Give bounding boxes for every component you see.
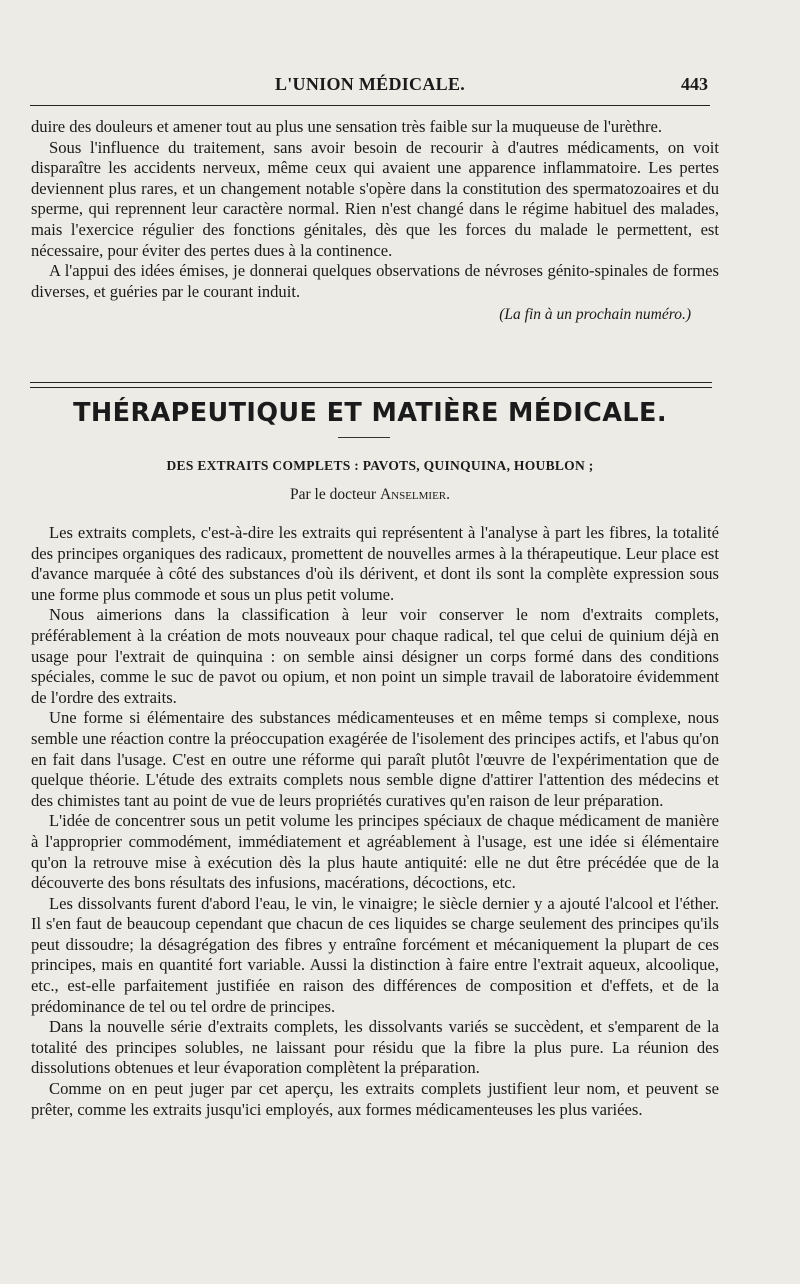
- paragraph: Dans la nouvelle série d'extraits complets, les dissolvants variés se succèdent, et s'emparent de la totalité des principes solubles, ne laissant pour résidu que la fibre la plus pure. La réunion des dissolutions obtenues et leur évaporation complètent la préparation.: [31, 1017, 719, 1078]
- byline-author: Anselmier.: [379, 486, 451, 503]
- running-title: L'UNION MÉDICALE.: [274, 74, 466, 94]
- page-number: 443: [681, 74, 708, 94]
- header-rule: [30, 105, 710, 106]
- byline: [0, 486, 740, 504]
- previous-article-ending: [31, 117, 719, 326]
- paragraph: Une forme si élémentaire des substances médicamenteuses et en même temps si complexe, nous semble une réaction contre la préoccupation exagérée de l'isolement des principes actifs, et l'abus qu'on en fait dans l'usage. C'est en outre une réforme qui paraît plutôt l'œuvre de l'expérimentation que de quelque théorie. L'étude des extraits complets nous semble digne d'attirer l'attention des médecins et des chimistes tant au point de vue de leurs propriétés curatives qu'en raison de leur préparation.: [31, 708, 719, 810]
- section-title: THÉRAPEUTIQUE ET MATIÈRE MÉDICALE.: [73, 398, 667, 428]
- paragraph: Nous aimerions dans la classification à leur voir conserver le nom d'extraits complets, préférablement à la création de mots nouveaux pour chaque radical, tel que celui de quinium déjà en usage pour l'extrait de quinquina : on semble ainsi désigner un corps formé dans des conditions spéciales, comme le suc de pavot ou opium, et non point un simple travail de laboratoire évidemment de l'ordre des extraits.: [31, 605, 719, 707]
- paragraph: A l'appui des idées émises, je donnerai quelques observations de névroses génito-spinales de formes diverses, et guéries par le courant induit.: [31, 261, 719, 301]
- article-body: [31, 523, 719, 1120]
- continuation-note: (La fin à un prochain numéro.): [499, 306, 691, 324]
- byline-prefix: Par le docteur: [289, 486, 377, 503]
- paragraph: Sous l'influence du traitement, sans avoir besoin de recourir à d'autres médicaments, on voit disparaître les accidents nerveux, même ceux qui avaient une apparence inflammatoire. Les pertes deviennent plus rares, et un changement notable s'opère dans la constitution des spermatozoaires et du sperme, qui reprennent leur caractère normal. Rien n'est changé dans le régime habituel des malades, mais l'exercice régulier des fonctions génitales, dès que les forces du malade le permettent, est nécessaire, pour éviter des pertes dues à la continence.: [31, 137, 719, 260]
- paragraph: Les extraits complets, c'est-à-dire les extraits qui représentent à l'analyse à part les fibres, la totalité des principes organiques des radicaux, promettent de nouvelles armes à la thérapeutique. Leur place est d'avance marquée à côté des substances d'où ils dérivent, et dont ils sont la complète expression sous une forme plus commode et sous un plus petit volume.: [31, 523, 719, 604]
- paragraph: duire des douleurs et amener tout au plus une sensation très faible sur la muqueuse de l'urèthre.: [31, 117, 663, 136]
- page-header: [30, 70, 710, 100]
- paragraph: Les dissolvants furent d'abord l'eau, le vin, le vinaigre; le siècle dernier y a ajouté l'alcool et l'éther. Il s'en faut de beaucoup cependant que chacun de ces liquides se charge seulement des principes qu'ils peut dissoudre; la désagrégation des fibres y entraîne forcément et mécaniquement la plupart de ces principes, mais en quantité fort variable. Aussi la distinction à faire entre l'extrait aqueux, alcoolique, etc., est-elle parfaitement justifiée en raison des différences de composition et d'effets, et de la prédominance de tel ou tel ordre de principes.: [31, 893, 719, 1016]
- title-ornament-rule: [338, 437, 390, 438]
- article-title: DES EXTRAITS COMPLETS : PAVOTS, QUINQUINA, HOUBLON ;: [166, 458, 594, 473]
- paragraph: Comme on en peut juger par cet aperçu, les extraits complets justifient leur nom, et peuvent se prêter, comme les extraits jusqu'ici employés, aux formes médicamenteuses les plus variées.: [31, 1079, 719, 1119]
- section-divider: [30, 382, 712, 388]
- paragraph: L'idée de concentrer sous un petit volume les principes spéciaux de chaque médicament de manière à l'approprier commodément, immédiatement et agréablement à l'usage, est une idée si élémentaire qu'on la retrouve mise à exécution dès la plus haute antiquité: elle ne dut être précédée que de la découverte des bons résultats des infusions, macérations, décoctions, etc.: [31, 811, 719, 893]
